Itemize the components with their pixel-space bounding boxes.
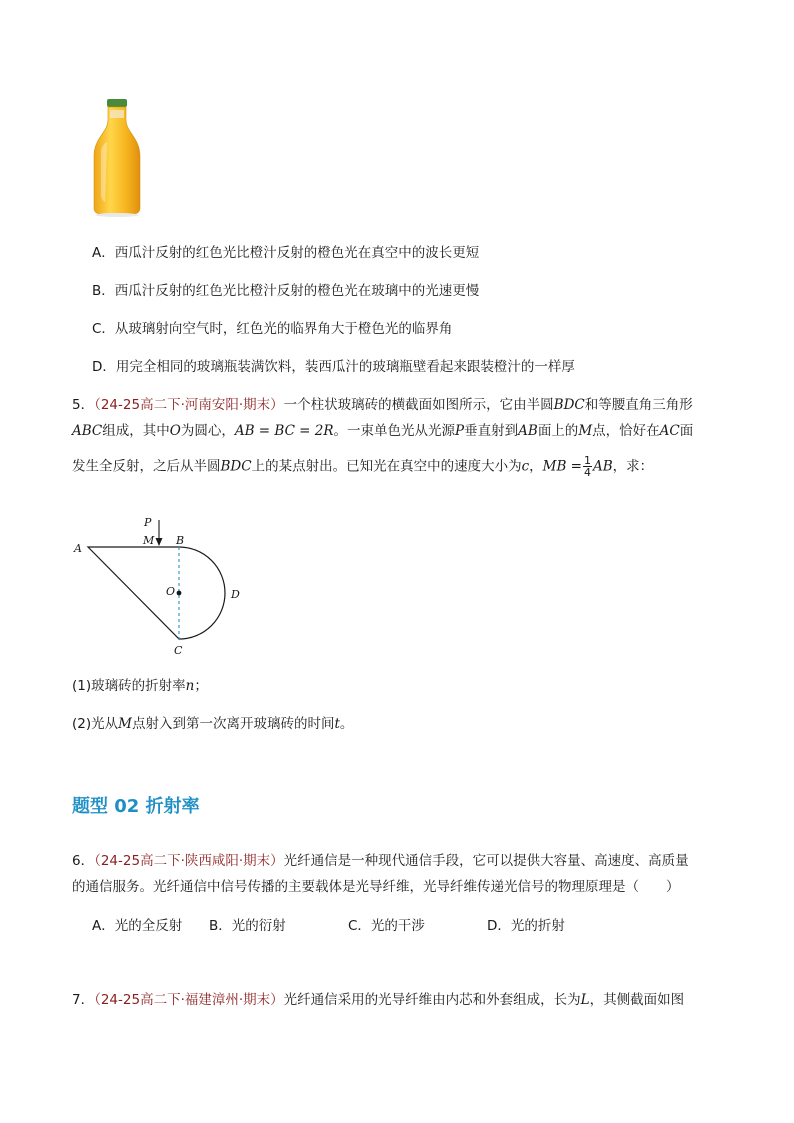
q5-subquestion-1 xyxy=(72,676,208,696)
q5-text: 为圆心， xyxy=(180,423,235,439)
q5-text: ， xyxy=(529,458,543,475)
q4-option-c: C．从玻璃射向空气时，红色光的临界角大于橙色光的临界角 xyxy=(92,321,453,337)
q4-option-b: B．西瓜汁反射的红色光比橙汁反射的橙色光在玻璃中的光速更慢 xyxy=(92,283,480,299)
q5-text: ，求： xyxy=(612,458,654,475)
label-d: D xyxy=(231,588,240,601)
q5-fraction xyxy=(583,455,592,478)
q5-text: 。一束单色光从光源 xyxy=(333,423,456,439)
q6-option-a: A．光的全反射 xyxy=(92,918,183,934)
q5-text: 一个柱状玻璃砖的横截面如图所示，它由半圆 xyxy=(283,397,554,413)
q5-var: P xyxy=(455,423,465,439)
q5-var: t xyxy=(334,716,340,732)
q6-number: 6． xyxy=(72,853,95,869)
q6-option-d: D．光的折射 xyxy=(487,918,565,934)
q5-text: (1)玻璃砖的折射率 xyxy=(72,678,186,694)
q6-option-b: B．光的衍射 xyxy=(209,918,286,934)
orange-juice-bottle-image xyxy=(90,98,144,218)
q4-option-d: D．用完全相同的玻璃瓶装满饮料，装西瓜汁的玻璃瓶壁看起来跟装橙汁的一样厚 xyxy=(92,359,575,375)
fraction-denominator: 4 xyxy=(584,466,591,479)
q5-text: 组成，其中 xyxy=(102,423,170,439)
q5-var: M xyxy=(118,716,132,732)
q5-text: 面 xyxy=(679,423,694,439)
q5-var: BDC xyxy=(553,397,585,413)
q5-text: 点射入到第一次离开玻璃砖的时间 xyxy=(131,716,335,732)
q5-text: 和等腰直角三角形 xyxy=(584,397,693,413)
q5-text: 上的某点射出。已知光在真空中的速度大小为 xyxy=(251,458,522,475)
q5-prism-figure xyxy=(62,508,262,663)
q5-subquestion-2 xyxy=(72,714,353,734)
q5-line-3 xyxy=(72,455,653,478)
q5-var: ABC xyxy=(72,423,103,439)
q5-var: O xyxy=(169,423,181,439)
q5-var: M xyxy=(578,423,593,439)
q5-text: 点，恰好在 xyxy=(592,423,660,439)
q5-source: （24-25高二下·河南安阳·期末） xyxy=(94,397,284,413)
q5-equation: MB = xyxy=(542,458,582,475)
q6-source: （24-25高二下·陕西咸阳·期末） xyxy=(94,853,284,869)
q5-text: 垂直射到 xyxy=(464,423,519,439)
q5-var: AB xyxy=(518,423,538,439)
ray-arrowhead xyxy=(156,538,163,546)
q5-text: ； xyxy=(194,678,208,694)
q5-equation: AB xyxy=(593,458,613,475)
section-heading: 题型 02 折射率 xyxy=(72,796,200,817)
q5-var: BDC xyxy=(220,458,252,475)
q6-line-1 xyxy=(72,851,689,871)
q5-line-2 xyxy=(72,421,693,441)
q6-line-2: 的通信服务。光纤通信中信号传播的主要载体是光导纤维，光导纤维传递光信号的物理原理是（ ） xyxy=(72,879,680,895)
q6-option-c: C．光的干涉 xyxy=(348,918,425,934)
fraction-numerator: 1 xyxy=(584,454,591,467)
q7-source: （24-25高二下·福建漳州·期末） xyxy=(94,992,284,1008)
q7-number: 7． xyxy=(72,992,95,1008)
q7-line-1 xyxy=(72,990,684,1010)
q5-number: 5． xyxy=(72,397,95,413)
q7-text: 光纤通信采用的光导纤维由内芯和外套组成，长为 xyxy=(283,992,581,1008)
q5-equation: AB = BC = 2R xyxy=(234,423,334,439)
q7-text: ，其侧截面如图 xyxy=(589,992,685,1008)
q5-text: 发生全反射，之后从半圆 xyxy=(72,458,221,475)
q6-text: 光纤通信是一种现代通信手段，它可以提供大容量、高速度、高质量 xyxy=(283,853,689,869)
q5-var: AC xyxy=(659,423,680,439)
label-b: B xyxy=(176,534,185,547)
q5-var: n xyxy=(185,678,195,694)
q5-text: 面上的 xyxy=(537,423,579,439)
q4-option-a: A．西瓜汁反射的红色光比橙汁反射的橙色光在真空中的波长更短 xyxy=(92,245,480,261)
q5-text: 。 xyxy=(339,716,354,732)
q5-line-1 xyxy=(72,395,693,415)
q7-var: L xyxy=(580,992,590,1008)
prism-outline xyxy=(88,547,225,639)
label-o: O xyxy=(166,585,176,598)
label-c: C xyxy=(174,644,183,657)
label-a: A xyxy=(74,542,82,555)
q5-var: c xyxy=(521,458,530,475)
q5-text: (2)光从 xyxy=(72,716,119,732)
label-p: P xyxy=(144,516,152,529)
label-m: M xyxy=(143,534,155,547)
center-o-dot xyxy=(177,591,182,596)
